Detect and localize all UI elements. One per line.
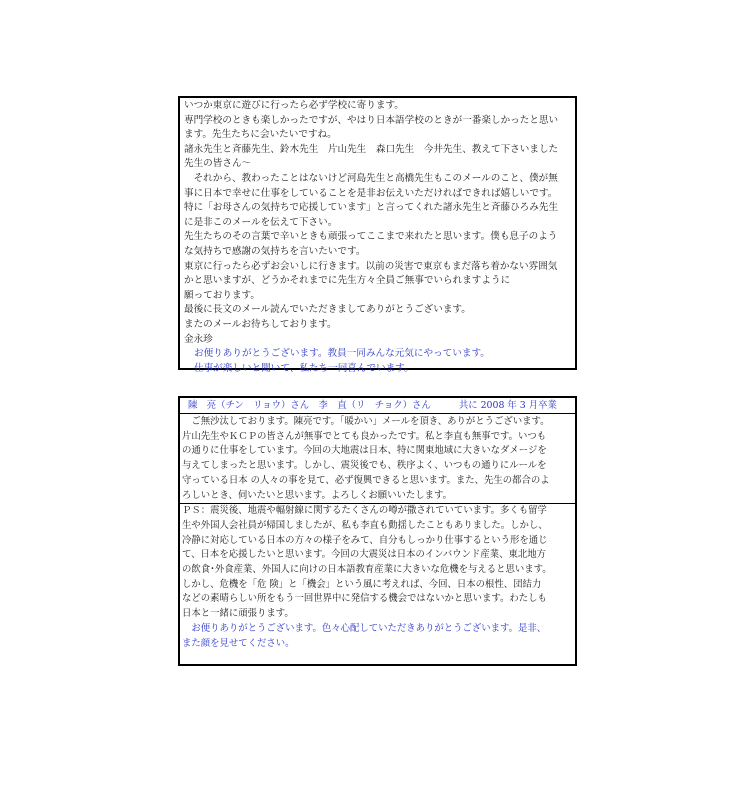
reply-line: お便りありがとうございます。色々心配していただきありがとうございます。是非、 xyxy=(182,622,547,634)
message-line: 先生たちのその言葉で辛いときも頑張ってここまで来れたと思います。僕も息子のよう xyxy=(184,231,558,243)
message-line: 最後に長文のメール読んでいただきましてありがとうございます。 xyxy=(184,304,471,316)
message-line: な気持ちで感謝の気持ちを言いたいです。 xyxy=(184,245,366,257)
ps-line: の飲食･外食産業、外国人に向けの日本語教育産業に大きいな危機を与えると思います。 xyxy=(182,564,552,576)
message-line: いつか東京に遊びに行ったら必ず学校に寄ります。 xyxy=(184,100,404,111)
message-line: 事に日本で幸せに仕事をしていることを是非お伝えいただければできれば嬉しいです。 xyxy=(184,187,558,199)
ps-line: て、日本を応援したいと思います。今回の大震災は日本のインバウンド産業、東北地方 xyxy=(182,549,547,561)
ps-line: などの素晴らしい所をもう一回世界中に発信する機会ではないかと思います。わたしも xyxy=(182,593,547,605)
ps-line: 日本と一緒に頑張ります。 xyxy=(182,608,294,620)
message-line: それから、教わったことはないけど河島先生と高橋先生もこのメールのこと、僕が無 xyxy=(184,172,558,184)
message-line: かと思いますが、どうかそれまでに先生方々全員ご無事でいられますように xyxy=(184,275,511,287)
message-line: 願っております。 xyxy=(184,289,260,301)
message-line: 与えてしまったと思います。しかし、震災後でも、秩序よく、いつもの通りにルールを xyxy=(182,460,547,472)
reply-line: また顔を見せてください。 xyxy=(182,637,295,649)
message-line: 守っている日本 の人々の事を見て、必ず復興できると思います。また、先生の都合のよ xyxy=(182,474,550,486)
sender-header: 陳 亮（チン リョウ）さん 李 直（リ チョク）さん 共に 2008 年 3 月卒業 xyxy=(180,398,575,414)
signature: 金永珍 xyxy=(184,333,213,345)
message-line: の通りに仕事をしています。今回の大地震は日本、特に関東地域に大きいなダメージを xyxy=(182,445,547,457)
message-line: またのメールお待ちしております。 xyxy=(184,318,337,330)
message-line: 専門学校のときも楽しかったですが、やはり日本語学校のときが一番楽しかったと思い xyxy=(184,114,559,126)
message-line: に是非このメールを伝えて下さい。 xyxy=(184,216,338,228)
ps-line: ＰＳ：震災後、地震や輻射線に関するたくさんの噂が撒されていています。多くも留学 xyxy=(182,505,547,517)
message-line: 諸永先生と斉藤先生、鈴木先生 片山先生 森口先生 今井先生、教えて下さいました xyxy=(184,143,559,155)
reply-line: お便りありがとうございます。教員一同みんな元気にやっています。 xyxy=(194,348,490,360)
message-box-2 xyxy=(178,396,577,666)
message-line: 特に「お母さんの気持ちで応援しています」と言ってくれた諸永先生と斉藤ひろみ先生 xyxy=(184,202,559,214)
ps-line: 生や外国人会社員が帰国しましたが、私も李直も動揺したこともありました。しかし、 xyxy=(182,519,548,531)
message-body xyxy=(180,414,575,651)
message-line: ます。先生たちに会いたいですね。 xyxy=(184,129,337,141)
reply-line: 仕事が楽しいと聞いて、私たち一同喜んでいます。 xyxy=(194,362,414,374)
message-box-1 xyxy=(178,96,577,374)
message-line: 東京に行ったら必ずお会いしに行きます。以前の災害で東京もまだ落ち着かない雰囲気 xyxy=(184,260,558,272)
message-line: 片山先生やＫＣＰの皆さんが無事でとても良かったです。私と李直も無事です。いつも xyxy=(182,430,547,442)
ps-line: しかし、危機を「危 険」と「機会」という風に考えれば、今回、日本の根性、団結力 xyxy=(182,578,542,590)
message-line: 先生の皆さん～ xyxy=(184,158,252,170)
ps-line: 冷静に対応している日本の方々の様子をみて、自分もしっかり仕事するという形を通じ xyxy=(182,534,548,546)
message-line: ろしいとき、伺いたいと思います。よろしくお願いいたします。 xyxy=(182,489,452,501)
message-line: ご無沙汰しております。陳亮です。「暖かい」メールを頂き、ありがとうございます。 xyxy=(182,416,550,427)
